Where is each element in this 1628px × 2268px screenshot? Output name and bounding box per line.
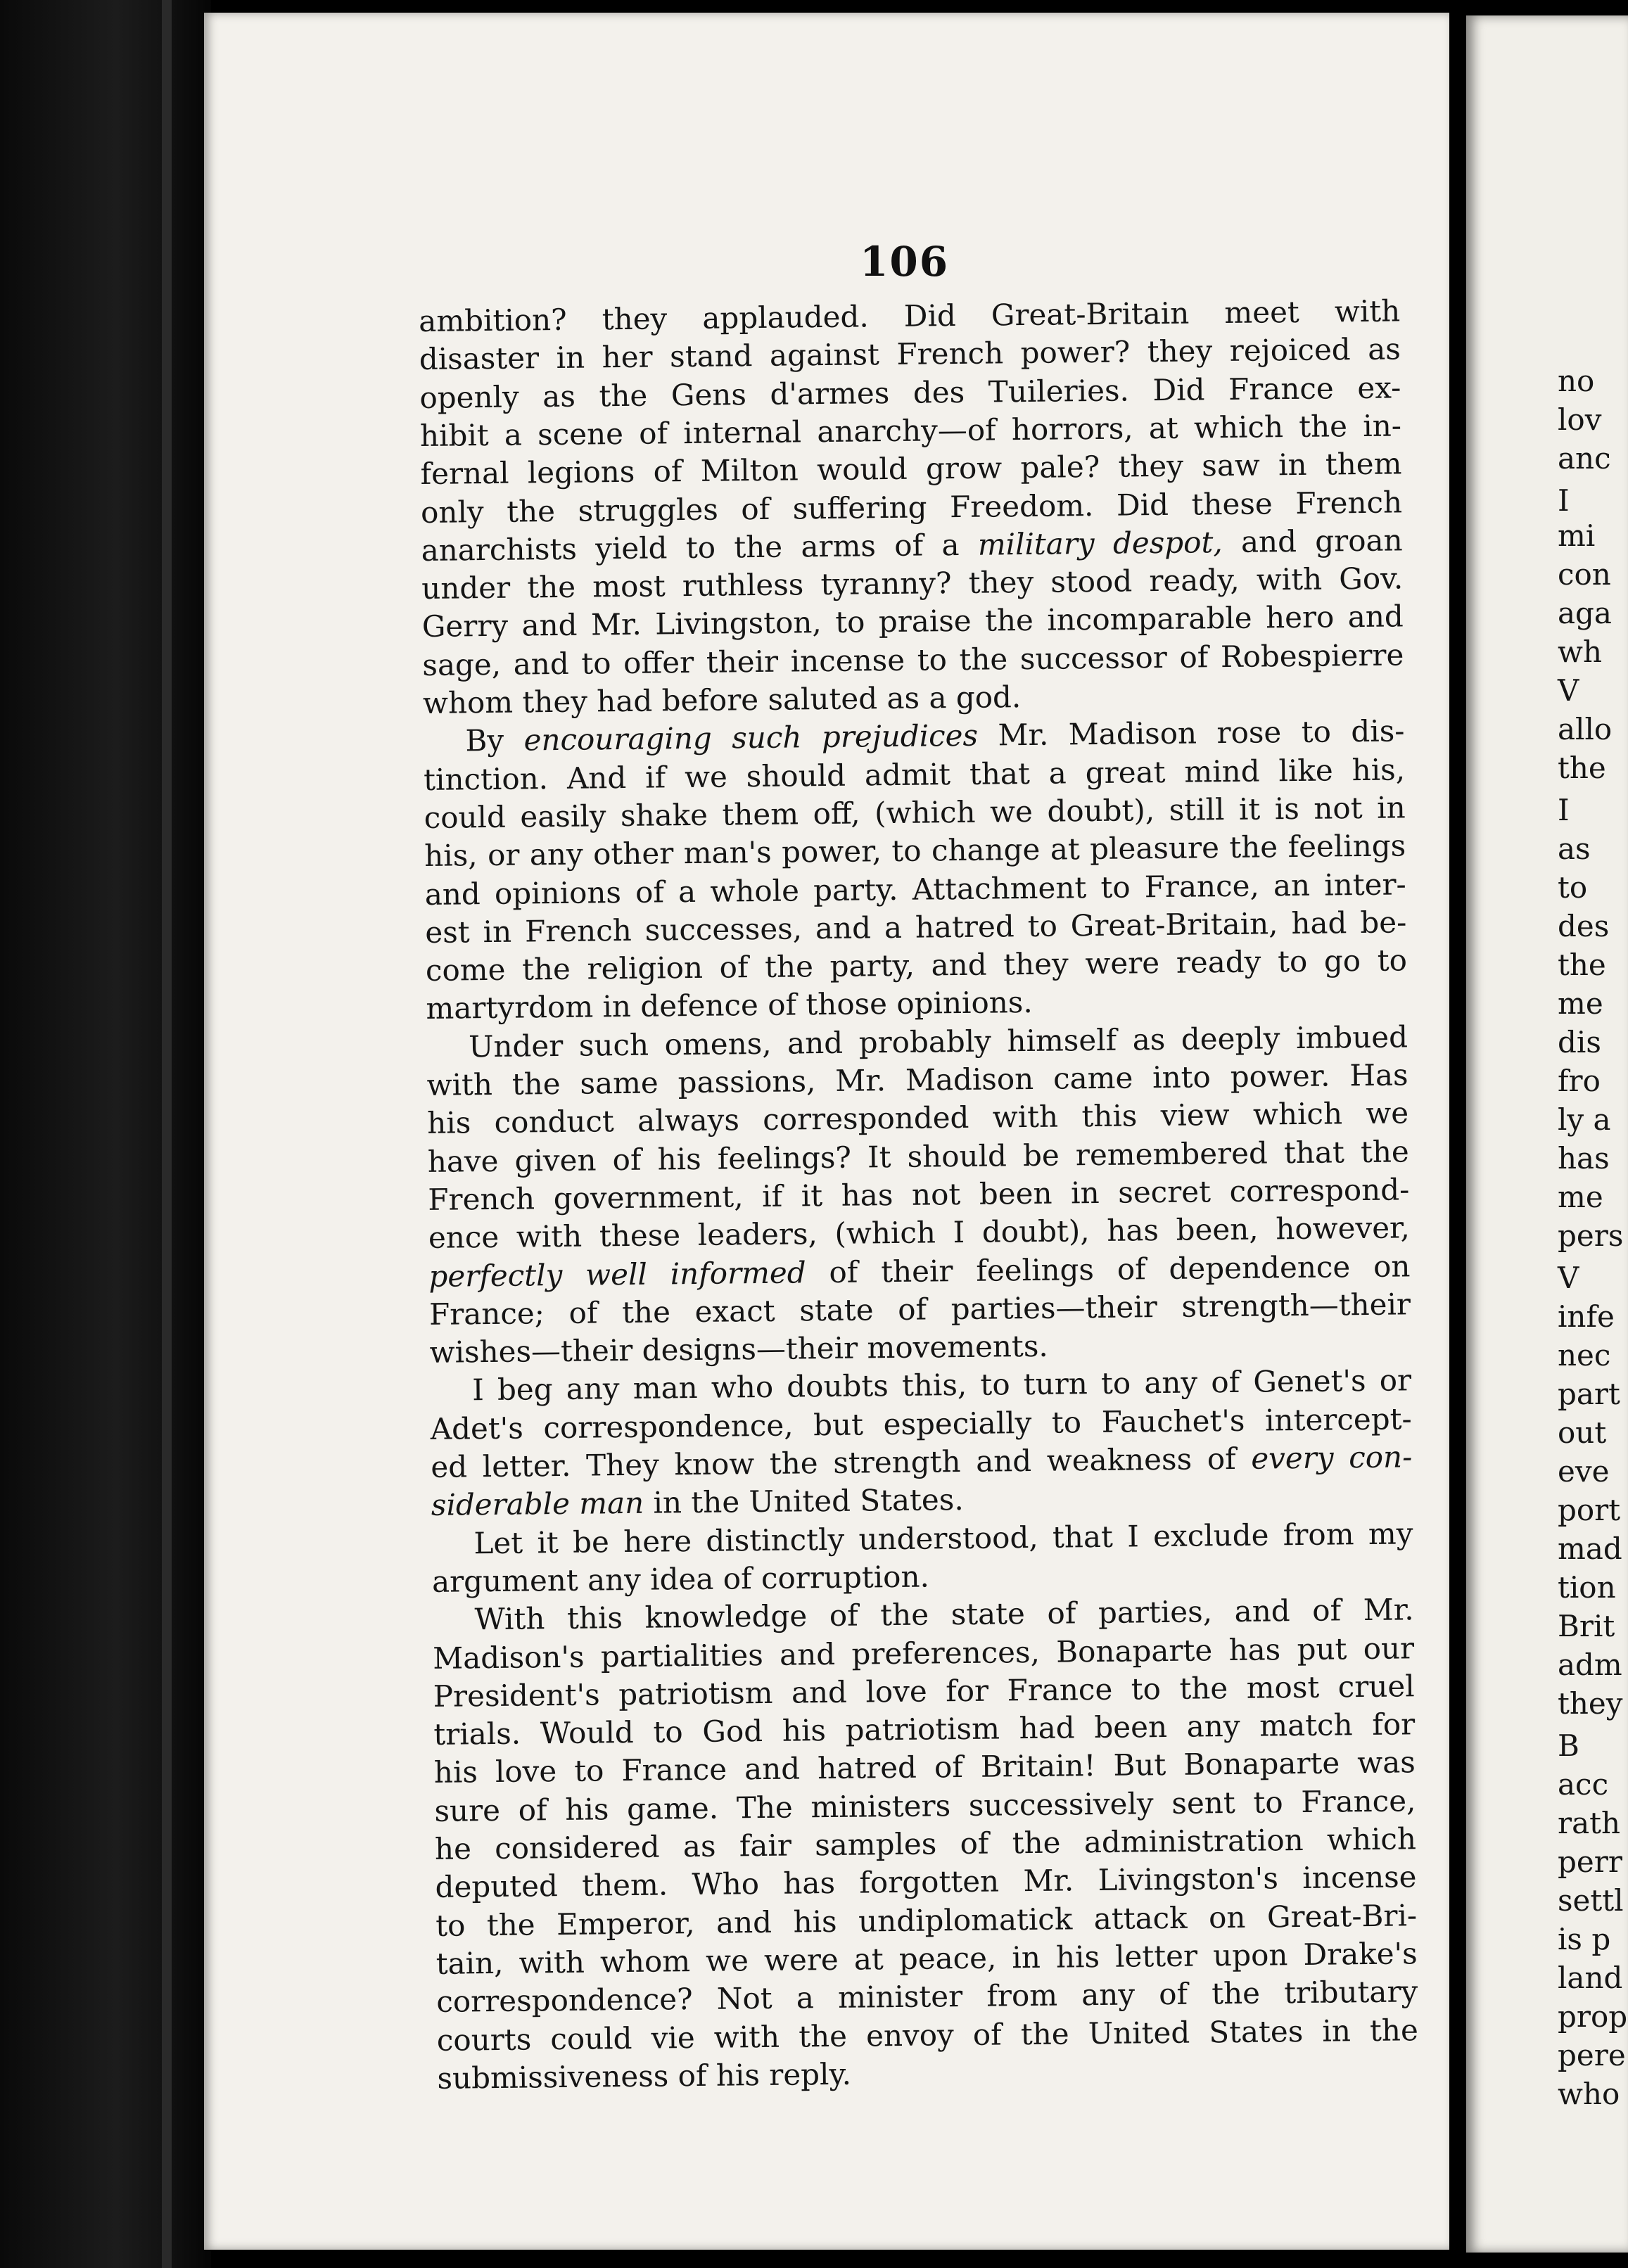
next-page-edge	[1466, 15, 1628, 2253]
next-page-fragment: as	[1558, 832, 1591, 866]
text-line: trials. Would to God his patriotism had been any match for	[433, 1707, 1416, 1752]
next-page-fragment: nec	[1558, 1338, 1611, 1372]
text-line: to the Emperor, and his undiplomatick attack on Great-Bri-	[435, 1897, 1418, 1943]
text-line: est in French successes, and a hatred to Great-Britain, had be-	[425, 905, 1407, 950]
next-page-fragment: V	[1558, 673, 1579, 708]
next-page-fragment: part	[1558, 1377, 1620, 1411]
next-page-fragment: pere	[1558, 2038, 1626, 2072]
next-page-fragment: eve	[1558, 1454, 1610, 1489]
text-line: under the most ruthless tyranny? they stood ready, with Gov.	[421, 561, 1404, 606]
text-line: with the same passions, Mr. Madison came into power. Has	[426, 1057, 1408, 1102]
next-page-fragment: perr	[1558, 1845, 1622, 1879]
italic-segment: perfectly well informed	[428, 1254, 806, 1294]
next-page-fragment: port	[1558, 1493, 1621, 1527]
text-line: Under such omens, and probably himself as deeply imbued	[468, 1019, 1408, 1064]
next-page-fragment: fro	[1558, 1064, 1601, 1098]
next-page-fragment: out	[1558, 1415, 1607, 1450]
text-line: ence with these leaders, (which I doubt), has been, however,	[428, 1210, 1411, 1256]
italic-segment: military despot,	[977, 524, 1223, 562]
next-page-fragment: infe	[1558, 1299, 1615, 1334]
text-line: wishes—their designs—their movements.	[429, 1328, 1048, 1370]
next-page-fragment: B	[1558, 1728, 1579, 1763]
text-segment: By	[465, 722, 524, 758]
next-page-fragment: mad	[1558, 1531, 1622, 1566]
next-page-fragment: settl	[1558, 1883, 1624, 1918]
text-line: Let it be here distinctly understood, that I exclude from my	[473, 1515, 1413, 1560]
next-page-fragment: allo	[1558, 712, 1613, 746]
text-line: martyrdom in defence of those opinions.	[426, 985, 1033, 1026]
text-line: only the struggles of suffering Freedom. Did these French	[420, 484, 1403, 530]
text-line: Madison's partialities and preferences, Bonaparte has put our	[432, 1630, 1415, 1676]
text-line: ambition? they applauded. Did Great-Britain meet with	[419, 293, 1401, 338]
next-page-fragment: wh	[1558, 635, 1602, 669]
text-line: his, or any other man's power, to change at pleasure the feelings	[424, 828, 1406, 874]
next-page-fragment: the	[1558, 751, 1606, 785]
text-line: fernal legions of Milton would grow pale? they saw in them	[420, 446, 1402, 492]
next-page-fragment: prop	[1558, 1999, 1628, 2034]
page-number: 106	[860, 238, 950, 286]
text-segment: of their feelings of dependence on	[806, 1248, 1411, 1289]
next-page-fragment: ly a	[1558, 1102, 1611, 1137]
text-segment: in the United States.	[643, 1482, 964, 1521]
text-line: President's patriotism and love for France to the most cruel	[433, 1669, 1415, 1714]
text-line: openly as the Gens d'armes des Tuileries. Did France ex-	[419, 369, 1401, 415]
text-line: his conduct always corresponded with this view which we	[426, 1095, 1409, 1141]
next-page-fragment: the	[1558, 948, 1606, 982]
text-line: correspondence? Not a minister from any of the tributary	[436, 1974, 1418, 2020]
text-line: come the religion of the party, and they were ready to go to	[425, 943, 1408, 988]
text-line: sage, and to offer their incense to the successor of Robespierre	[422, 637, 1404, 682]
next-page-fragment: I	[1558, 483, 1570, 518]
text-line: France; of the exact state of parties—their strength—their	[428, 1287, 1411, 1332]
text-line: sure of his game. The ministers successively sent to France,	[434, 1783, 1416, 1828]
next-page-fragment: me	[1558, 1180, 1603, 1214]
page-gutter	[1449, 0, 1466, 2268]
text-line: tain, with whom we were at peace, in his letter upon Drake's	[435, 1936, 1418, 1981]
italic-segment: encouraging such prejudices	[523, 718, 979, 758]
book-binding	[0, 0, 211, 2268]
text-line: his love to France and hatred of Britain! But Bonaparte was	[433, 1745, 1416, 1790]
next-page-fragment: me	[1558, 986, 1603, 1021]
next-page-fragment: to	[1558, 870, 1588, 905]
next-page-fragment: des	[1558, 909, 1610, 943]
text-segment: Mr. Madison rose to dis-	[977, 713, 1405, 753]
next-page-fragment: anc	[1558, 441, 1611, 476]
text-line: argument any idea of corruption.	[431, 1559, 930, 1599]
italic-segment: every con-	[1251, 1439, 1413, 1476]
text-line: courts could vie with the envoy of the United States in the	[436, 2012, 1419, 2058]
text-line: Gerry and Mr. Livingston, to praise the incomparable hero and	[421, 599, 1404, 644]
text-line: hibit a scene of internal anarchy—of horrors, at which the in-	[419, 408, 1402, 453]
text-line: I beg any man who doubts this, to turn to any of Genet's or	[471, 1363, 1412, 1408]
text-line: could easily shake them off, (which we doubt), still it is not in	[424, 790, 1406, 835]
text-line: and opinions of a whole party. Attachment to France, an inter-	[424, 866, 1406, 912]
binding-edge	[162, 0, 172, 2268]
text-segment: and groan	[1222, 523, 1403, 559]
next-page-fragment: V	[1558, 1261, 1579, 1295]
next-page-fragment: is p	[1558, 1922, 1611, 1956]
text-line: With this knowledge of the state of parties, and of Mr.	[474, 1592, 1414, 1637]
next-page-fragment: con	[1558, 557, 1611, 592]
text-line: disaster in her stand against French power? they rejoiced as	[419, 331, 1401, 377]
text-segment: anarchists yield to the arms of a	[421, 527, 979, 568]
next-page-fragment: land	[1558, 1961, 1623, 1995]
next-page-fragment: pers	[1558, 1218, 1624, 1253]
next-page-fragment: dis	[1558, 1025, 1601, 1059]
next-page-fragment: aga	[1558, 596, 1612, 630]
next-page-fragment: mi	[1558, 518, 1596, 553]
text-line: submissiveness of his reply.	[437, 2056, 852, 2096]
text-line: deputed them. Who has forgotten Mr. Livingston's incense	[435, 1859, 1417, 1905]
next-page-fragment: acc	[1558, 1767, 1609, 1802]
text-line: French government, if it has not been in secret correspond-	[428, 1172, 1410, 1217]
next-page-fragment: adm	[1558, 1648, 1622, 1682]
text-line: whom they had before saluted as a god.	[422, 680, 1022, 720]
italic-segment: siderable man	[431, 1486, 644, 1523]
text-line: he considered as fair samples of the administration which	[434, 1821, 1417, 1866]
next-page-fragment: Brit	[1558, 1609, 1615, 1643]
next-page-fragment: lov	[1558, 402, 1602, 437]
text-line: Adet's correspondence, but especially to Fauchet's intercept-	[430, 1401, 1412, 1446]
text-line: have given of his feelings? It should be remembered that the	[427, 1133, 1409, 1179]
next-page-fragment: has	[1558, 1141, 1610, 1176]
next-page-fragment: no	[1558, 364, 1595, 398]
next-page-fragment: they	[1558, 1686, 1623, 1721]
text-segment: ed letter. They know the strength and weakness of	[431, 1441, 1252, 1484]
next-page-fragment: tion	[1558, 1570, 1616, 1605]
next-page-fragment: I	[1558, 793, 1570, 827]
text-line: tinction. And if we should admit that a great mind like his,	[423, 751, 1406, 797]
next-page-fragment: rath	[1558, 1806, 1621, 1840]
next-page-fragment: who	[1558, 2077, 1620, 2111]
